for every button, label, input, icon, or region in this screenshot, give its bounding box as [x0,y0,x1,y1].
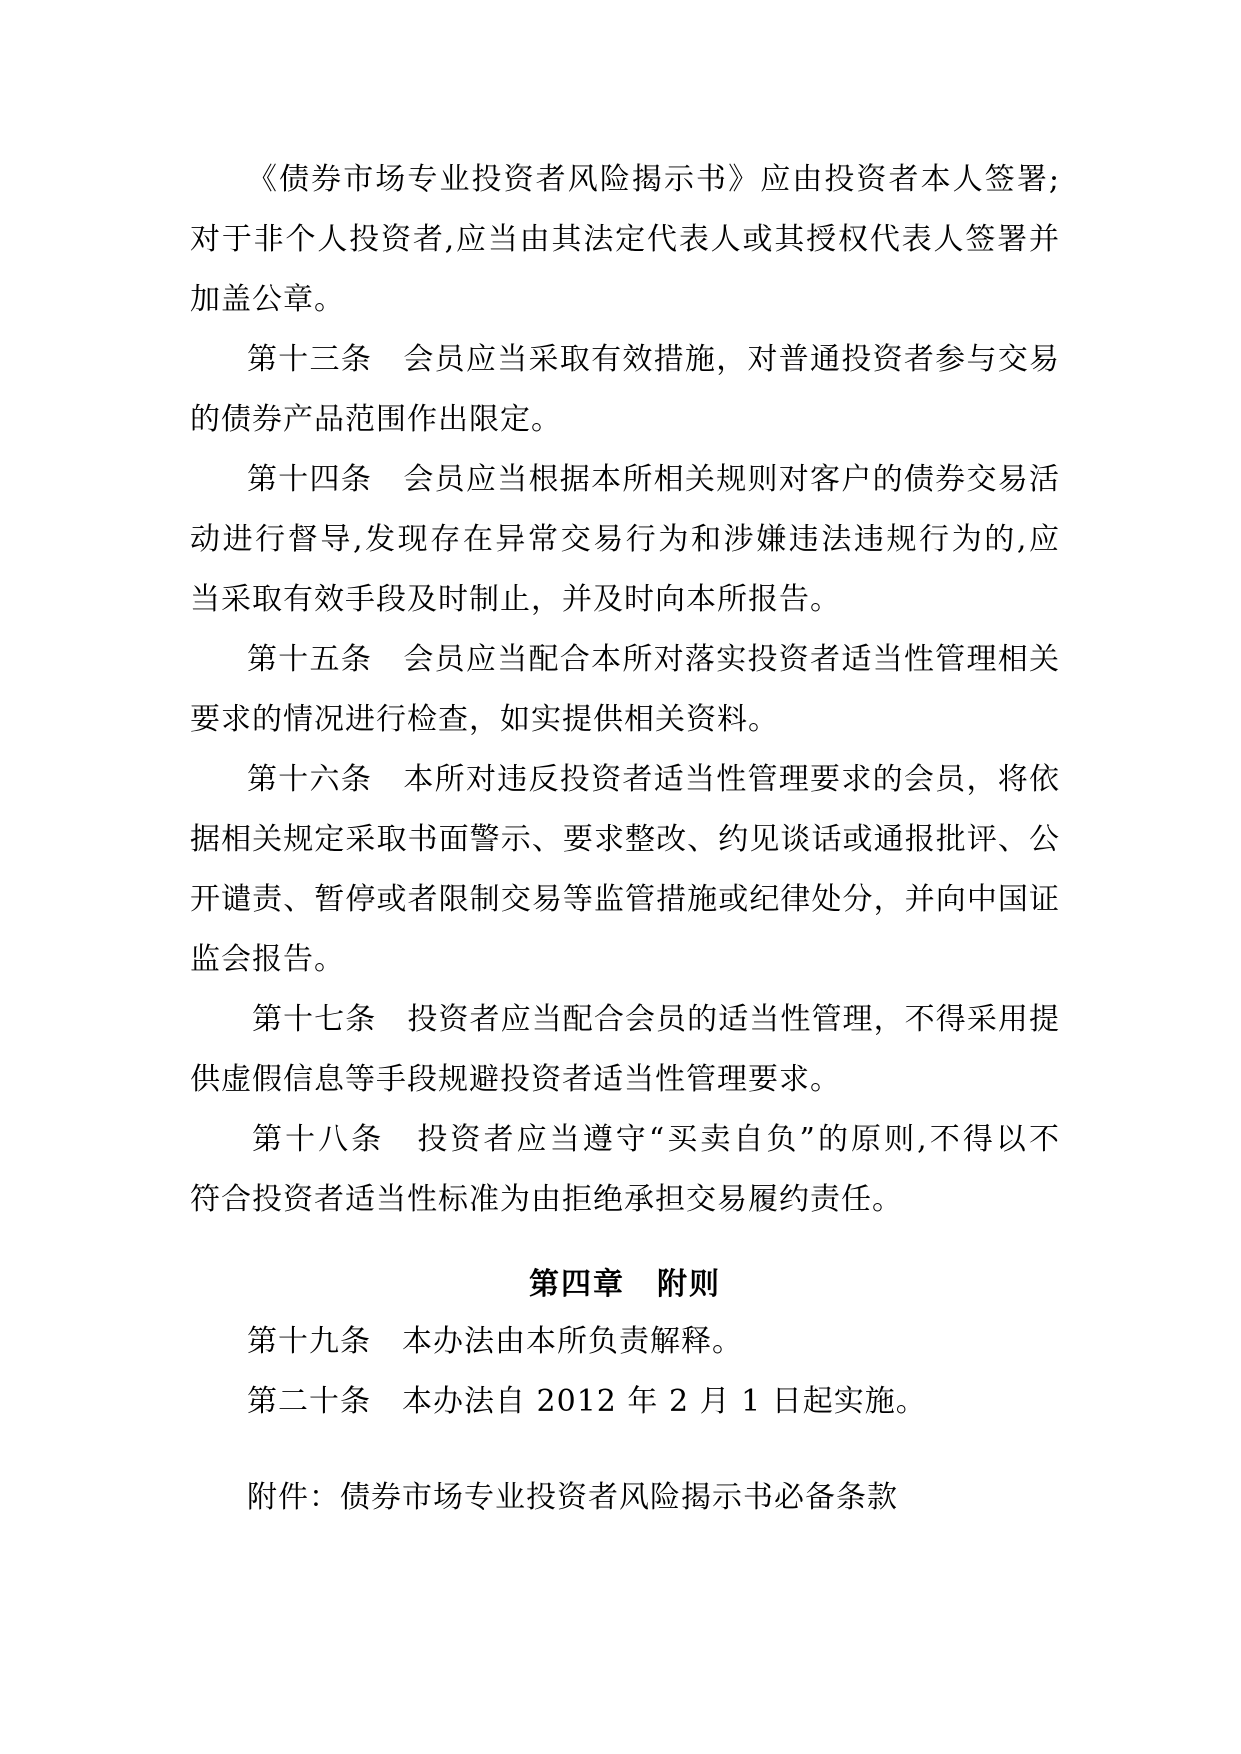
text-line: 据相关规定采取书面警示、要求整改、约见谈话或通报批评、公 [190,822,1060,857]
text-line: 加盖公章。 [190,282,345,317]
text-line: 动进行督导,发现存在异常交易行为和涉嫌违法违规行为的,应 [190,522,1060,557]
attachment-line: 附件：债券市场专业投资者风险揭示书必备条款 [247,1480,898,1515]
article-19-line: 第十九条 本办法由本所负责解释。 [247,1324,743,1359]
text-line: 符合投资者适当性标准为由拒绝承担交易履约责任。 [190,1182,903,1217]
article-16-line: 第十六条 本所对违反投资者适当性管理要求的会员，将依 [247,762,1060,797]
chapter-title: 第四章 附则 [529,1267,721,1302]
text-line: 要求的情况进行检查，如实提供相关资料。 [190,702,779,737]
article-15-line: 第十五条 会员应当配合本所对落实投资者适当性管理相关 [247,642,1060,677]
text-line: 当采取有效手段及时制止，并及时向本所报告。 [190,582,841,617]
article-18-line: 第十八条 投资者应当遵守“买卖自负”的原则,不得以不 [252,1122,1060,1157]
text-line: 供虚假信息等手段规避投资者适当性管理要求。 [190,1062,841,1097]
text-line: 对于非个人投资者,应当由其法定代表人或其授权代表人签署并 [190,222,1060,257]
article-14-line: 第十四条 会员应当根据本所相关规则对客户的债券交易活 [247,462,1060,497]
text-line: 监会报告。 [190,942,345,977]
text-line: 开谴责、暂停或者限制交易等监管措施或纪律处分，并向中国证 [190,882,1060,917]
text-line: 的债券产品范围作出限定。 [190,402,562,437]
article-17-line: 第十七条 投资者应当配合会员的适当性管理，不得采用提 [252,1002,1060,1037]
text-line: 《债券市场专业投资者风险揭示书》应由投资者本人签署; [247,162,1060,197]
article-13-line: 第十三条 会员应当采取有效措施，对普通投资者参与交易 [247,342,1060,377]
article-20-line: 第二十条 本办法自 2012 年 2 月 1 日起实施。 [247,1384,927,1419]
